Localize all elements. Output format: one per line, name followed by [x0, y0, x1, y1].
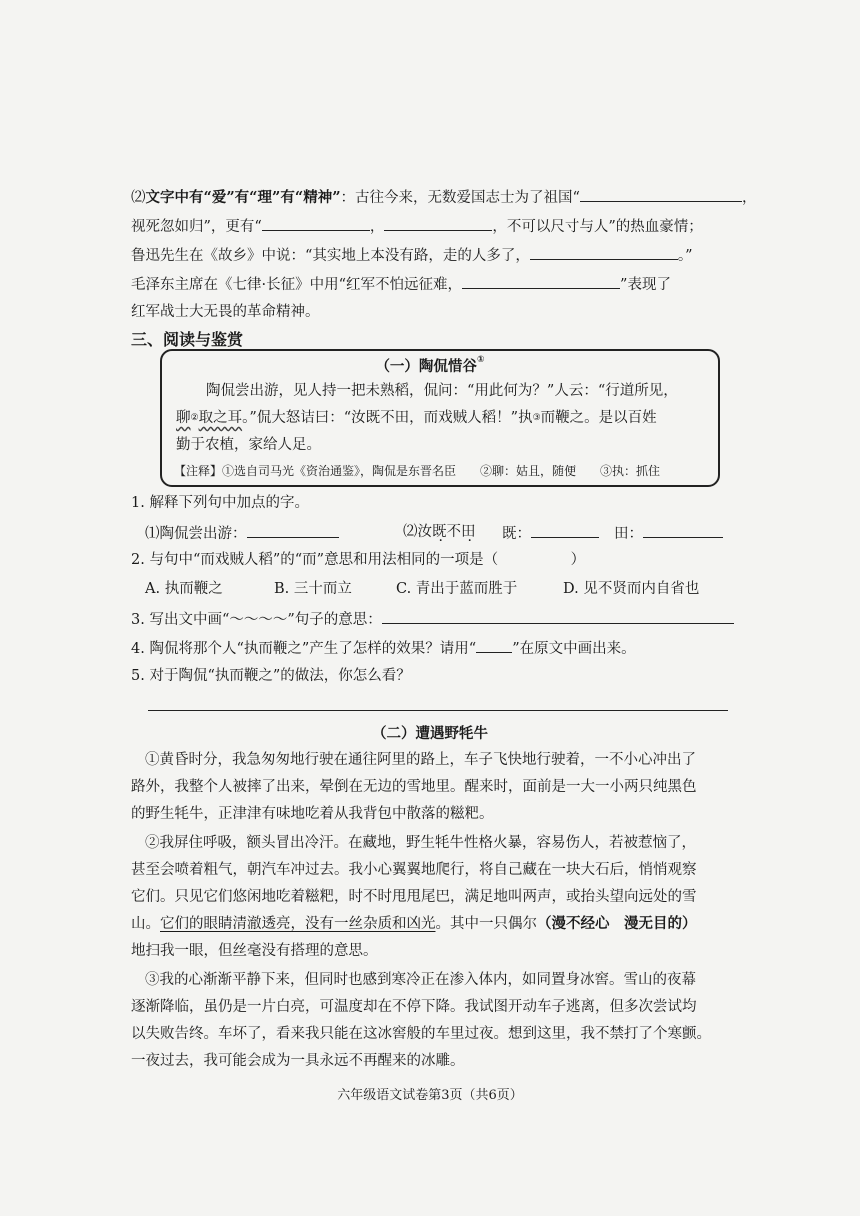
section-title: 三、阅读与鉴赏	[131, 330, 244, 349]
question-2: 2. 与句中“而戏贼人稻”的“而”意思和用法相同的一项是（ ）	[131, 552, 586, 568]
option-a[interactable]: A. 执而鞭之	[145, 581, 223, 597]
passage2-line: 山。它们的眼睛清澈透亮，没有一丝杂质和凶光。其中一只偶尔（漫不经心 漫无目的）	[131, 915, 697, 932]
answer-blank[interactable]	[382, 608, 734, 624]
question-3: 3. 写出文中画“～～～～”句子的意思：	[131, 608, 734, 630]
question-1b: ⑵汝既不田	[403, 524, 476, 540]
passage2-line: ③我的心渐渐平静下来，但同时也感到寒冷正在渗入体内，如同置身冰窖。雪山的夜幕	[145, 972, 696, 988]
passage2-line: 逐渐降临，虽仍是一片白亮，可温度却在不停下降。我试图开动车子逃离，但多次尝试均	[131, 999, 697, 1015]
passage1-title: （一）陶侃惜谷①	[375, 355, 485, 375]
passage1-line-1: 陶侃尝出游，见人持一把未熟稻，侃问：“用此何为？”人云：“行道所见，	[206, 383, 678, 399]
option-c[interactable]: C. 青出于蓝而胜于	[396, 581, 518, 597]
answer-blank[interactable]	[247, 522, 339, 538]
answer-blank[interactable]	[531, 522, 599, 538]
page-footer: 六年级语文试卷第3页（共6页）	[337, 1088, 523, 1103]
poetry-line-4: 毛泽东主席在《七律·长征》中用“红军不怕远征难， ”表现了	[131, 273, 671, 295]
poetry-line-2: 视死忽如归”，更有“ ， ，不可以尺寸与人”的热血豪情；	[131, 215, 703, 237]
passage1-notes: 【注释】①选自司马光《资治通鉴》，陶侃是东晋名臣 ②聊：姑且，随便 ③执：抓住	[174, 464, 661, 478]
answer-line[interactable]	[148, 710, 728, 711]
underlined-sentence: 它们的眼睛清澈透亮，没有一丝杂质和凶光	[160, 916, 436, 932]
answer-blank[interactable]	[262, 215, 370, 231]
answer-blank[interactable]	[530, 244, 678, 260]
question-1b-ans: 既：	[502, 522, 599, 544]
question-5: 5. 对于陶侃“执而鞭之”的做法，你怎么看？	[131, 668, 411, 684]
answer-blank[interactable]	[580, 186, 742, 202]
passage2-line: 甚至会喷着粗气，朝汽车冲过去。我小心翼翼地爬行，将自己藏在一块大石后，悄悄观察	[131, 862, 697, 878]
question-1b-ans2: 田：	[614, 522, 723, 544]
poetry-line-1: ⑵文字中有“爱”有“理”有“精神”：古往今来，无数爱国志士为了祖国“ ，	[131, 186, 756, 208]
poetry-line-3: 鲁迅先生在《故乡》中说：“其实地上本没有路，走的人多了， 。”	[131, 244, 693, 266]
question-1a: ⑴陶侃尝出游：	[145, 522, 339, 544]
question-4: 4. 陶侃将那个人“执而鞭之”产生了怎样的效果？请用“ ”在原文中画出来。	[131, 637, 636, 659]
passage2-line: 路外，我整个人被摔了出来，晕倒在无边的雪地里。醒来时，面前是一大一小两只纯黑色	[131, 779, 697, 795]
answer-blank[interactable]	[384, 215, 492, 231]
passage2-line: ②我屏住呼吸，额头冒出冷汗。在藏地，野生牦牛性格火暴，容易伤人，若被惹恼了，	[145, 835, 696, 851]
answer-blank	[476, 637, 512, 653]
question-1: 1. 解释下列句中加点的字。	[131, 495, 309, 511]
poetry-line-5: 红军战士大无畏的革命精神。	[131, 304, 320, 320]
passage2-line: 一夜过去，我可能会成为一具永远不再醒来的冰雕。	[131, 1053, 465, 1069]
option-b[interactable]: B. 三十而立	[274, 581, 352, 597]
passage2-line: 它们。只见它们悠闲地吃着糍粑，时不时甩甩尾巴，满足地叫两声，或抬头望向远处的雪	[131, 889, 697, 905]
topic-title: 文字中有“爱”有“理”有“精神”	[145, 189, 341, 206]
option-d[interactable]: D. 见不贤而内自省也	[563, 581, 700, 597]
passage1-line-3: 勤于农植，家给人足。	[176, 437, 321, 453]
passage2-line: 以失败告终。车坏了，看来我只能在这冰窖般的车里过夜。想到这里，我不禁打了个寒颤。	[131, 1026, 711, 1042]
passage1-line-2: 聊②取之耳。”侃大怒诘曰：“汝既不田，而戏贼人稻！”执③而鞭之。是以百姓	[176, 410, 657, 426]
passage2-line: 的野生牦牛，正津津有味地吃着从我背包中散落的糍粑。	[131, 806, 494, 822]
passage2-line: 地扫我一眼，但丝毫没有搭理的意思。	[131, 943, 378, 959]
passage2-title: （二）遭遇野牦牛	[372, 726, 488, 742]
item-number: ⑵	[131, 190, 146, 206]
answer-blank[interactable]	[462, 273, 620, 289]
answer-blank[interactable]	[643, 522, 723, 538]
word-choice[interactable]: （漫不经心 漫无目的）	[537, 915, 697, 932]
passage2-line: ①黄昏时分，我急匆匆地行驶在通往阿里的路上，车子飞快地行驶着，一不小心冲出了	[145, 752, 696, 768]
